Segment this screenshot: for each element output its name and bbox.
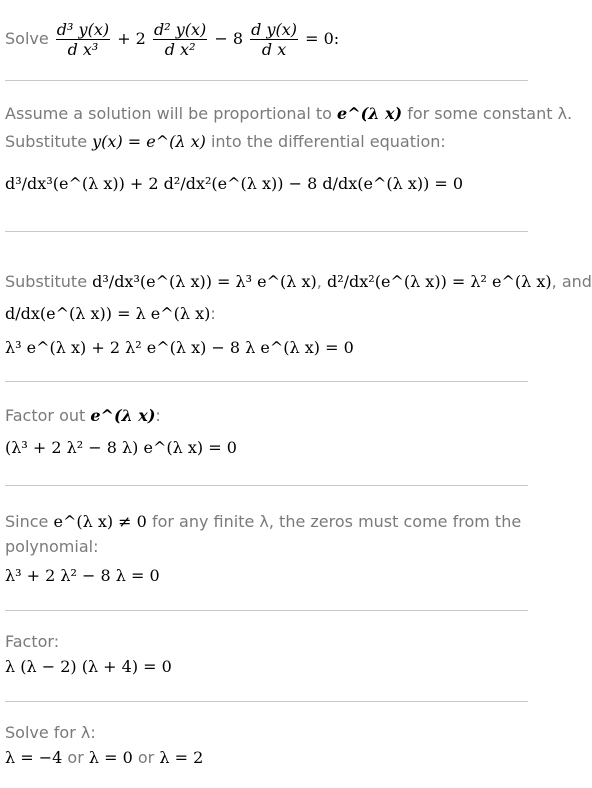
solution-3: λ = 2 bbox=[159, 748, 204, 767]
factor-out-text: Factor out e^(λ x): bbox=[5, 406, 161, 425]
second-derivative-rule: d²/dx²(e^(λ x)) = λ² e^(λ x) bbox=[326, 272, 552, 291]
first-derivative-fraction: $\frac{\text{d y(x)}}{\text{d x}}$ bbox=[251, 20, 297, 59]
third-derivative-fraction: $\frac{\text{d³ y(x)}}{\text{d x³}}$ bbox=[56, 20, 110, 59]
solutions-line: λ = −4 or λ = 0 or λ = 2 bbox=[5, 748, 204, 767]
solution-1: λ = −4 bbox=[5, 748, 63, 767]
second-derivative-fraction: $\frac{\text{d² y(x)}}{\text{d x²}}$ bbox=[153, 20, 207, 59]
derivative-substitutions: Substitute d³/dx³(e^(λ x)) = λ³ e^(λ x), d²/dx²(e^(λ x)) = λ² e^(λ x), and bbox=[5, 272, 592, 291]
expanded-equation: λ³ e^(λ x) + 2 λ² e^(λ x) − 8 λ e^(λ x) = 0 bbox=[5, 338, 354, 357]
factored-equation: (λ³ + 2 λ² − 8 λ) e^(λ x) = 0 bbox=[5, 438, 237, 457]
first-derivative-line: d/dx(e^(λ x)) = λ e^(λ x): bbox=[5, 304, 216, 323]
divider bbox=[5, 610, 528, 611]
factor-label: Factor: bbox=[5, 632, 60, 651]
substitute-text: Substitute y(x) = e^(λ x) into the differential equation: bbox=[5, 132, 446, 151]
solution-2: λ = 0 bbox=[88, 748, 133, 767]
characteristic-polynomial: λ³ + 2 λ² − 8 λ = 0 bbox=[5, 566, 160, 585]
exp-term: e^(λ x) bbox=[337, 104, 403, 123]
divider bbox=[5, 701, 528, 702]
divider bbox=[5, 381, 528, 382]
ode-equation: $\frac{\text{d³ y(x)}}{\text{d x³}}$ + 2 $\frac{\text{d² y(x)}}{\text{d x²}}$ − 8 $\frac{\text{d y(x)}}{\text{d x}}$ = 0: bbox=[56, 20, 340, 59]
since-text: Since e^(λ x) ≠ 0 for any finite λ, the zeros must come from the bbox=[5, 512, 522, 531]
solve-label: Solve bbox=[5, 29, 49, 48]
substituted-equation: d³/dx³(e^(λ x)) + 2 d²/dx²(e^(λ x)) − 8 d/dx(e^(λ x)) = 0 bbox=[5, 174, 464, 193]
solve-for-label: Solve for λ: bbox=[5, 723, 96, 742]
exp-term: e^(λ x) bbox=[90, 406, 156, 425]
factored-polynomial: λ (λ − 2) (λ + 4) = 0 bbox=[5, 657, 172, 676]
divider bbox=[5, 80, 528, 81]
third-derivative-rule: d³/dx³(e^(λ x)) = λ³ e^(λ x) bbox=[92, 272, 317, 291]
solve-line bbox=[5, 20, 339, 59]
first-derivative-rule: d/dx(e^(λ x)) = λ e^(λ x) bbox=[5, 304, 211, 323]
divider bbox=[5, 231, 528, 232]
assume-text: Assume a solution will be proportional to e^(λ x) for some constant λ. bbox=[5, 104, 573, 123]
nonzero-condition: e^(λ x) ≠ 0 bbox=[53, 512, 147, 531]
substitution-expression: y(x) = e^(λ x) bbox=[92, 132, 206, 151]
divider bbox=[5, 485, 528, 486]
polynomial-text: polynomial: bbox=[5, 537, 99, 556]
